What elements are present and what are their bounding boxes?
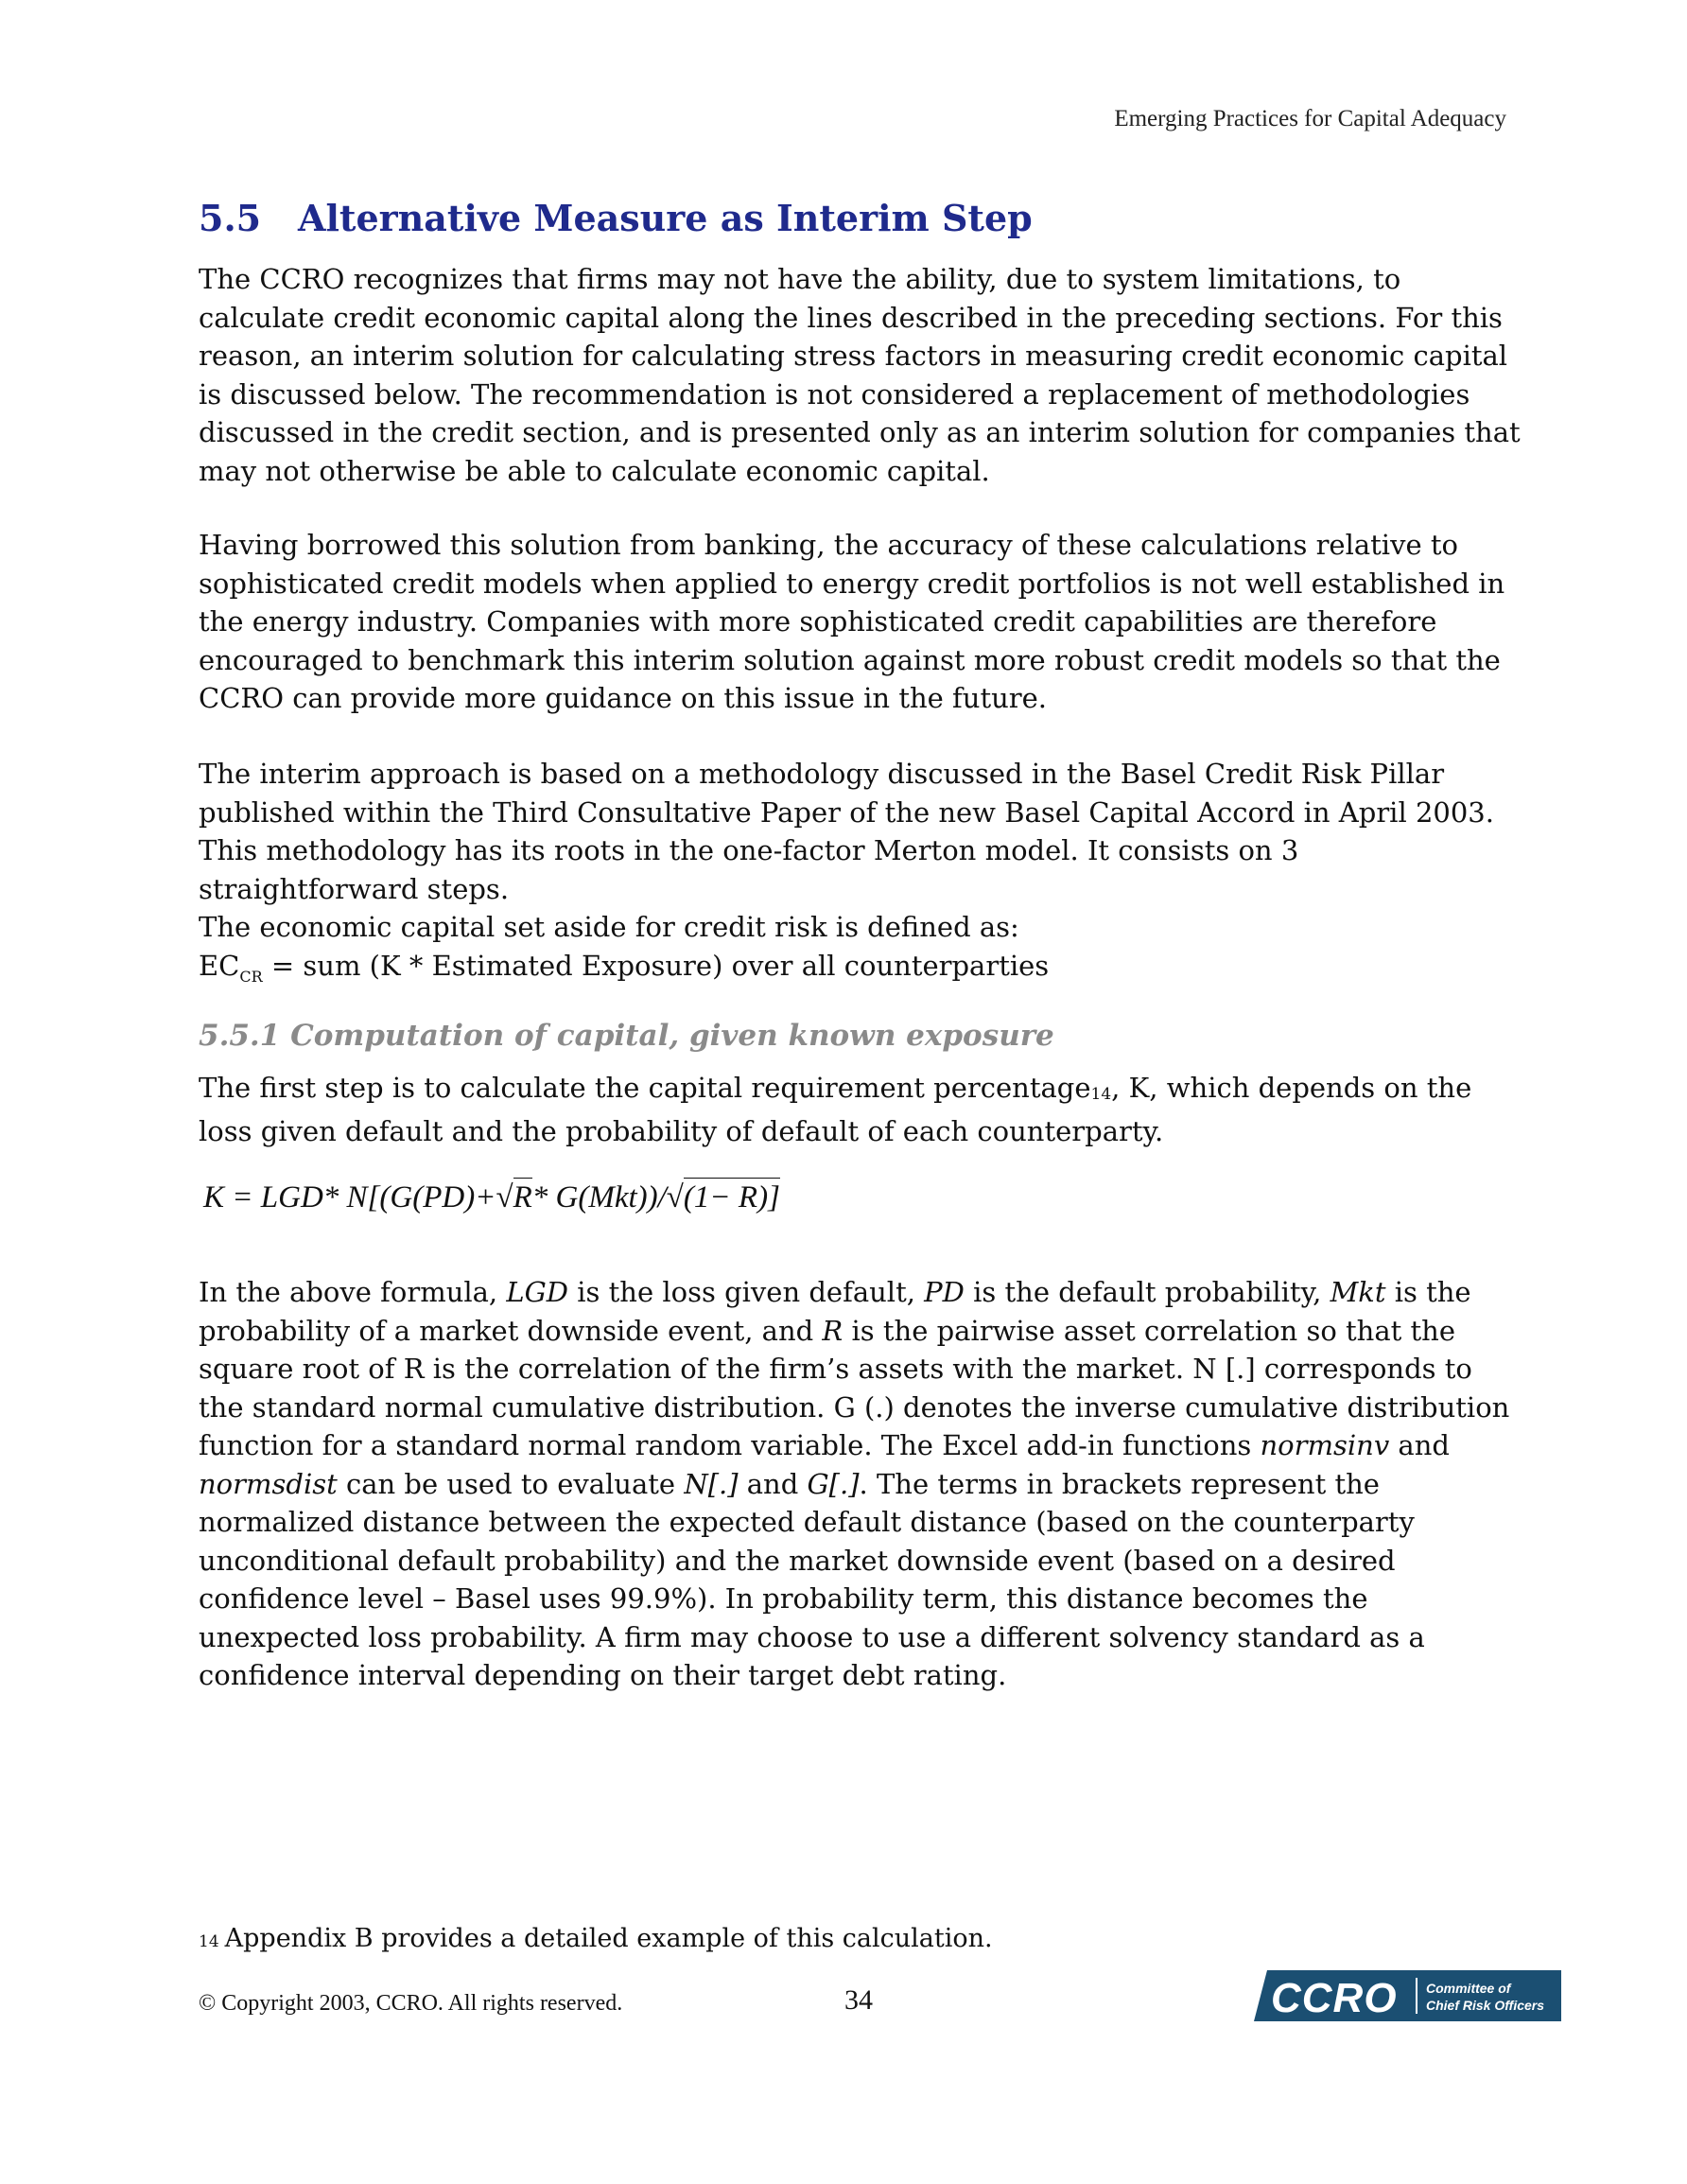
paragraph-banking [199,526,1522,718]
svg-text:CCRO: CCRO [1271,1975,1398,2021]
subsection-heading: 5.5.1 Computation of capital, given known exposure [199,1019,1054,1053]
paragraph-text: Having borrowed this solution from banking, the accuracy of these calculations relative to sophisticated credit models when applied to energy credit portfolios is not well established in the energy industry. Companies with more sophisticated credit capabilities are therefore encouraged to benchmark this interim solution against more robust credit models so that the CCRO can provide more guidance on this issue in the future. [199,529,1505,714]
formula-sqrt-r: R [513,1178,532,1214]
footnote-reference: 14 [1090,1085,1112,1104]
paragraph-text: In the above formula, LGD is the loss given default, PD is the default probability, Mkt is the probability of a market downside event, and R is the pairwise asset correlation so that the square root of R is the correlation of the firm’s assets with the market. N [.] corresponds to the standard normal cumulative distribution. G (.) denotes the inverse cumulative distribution function for a standard normal random variable. The Excel add-in functions normsinv and normsdist can be used to evaluate N[.] and G[.]. The terms in brackets represent the normalized distance between the expected default distance (based on the counterparty unconditional default probability) and the market downside event (based on a desired confidence level – Basel uses 99.9%). In probability term, this distance becomes the unexpected loss probability. A firm may choose to use a different solvency standard as a confidence interval depending on their target debt rating. [199,1276,1510,1691]
section-heading [199,197,1033,239]
sqrt-icon: √ [666,1180,684,1214]
svg-text:Committee of: Committee of [1426,1981,1511,1996]
section-title: Alternative Measure as Interim Step [298,197,1033,239]
paragraph-text: The first step is to calculate the capital requirement percentage14, K, which depends on the loss given default and the probability of default of each counterparty. [199,1072,1472,1147]
footnote [199,1924,993,1953]
ec-formula-text: = sum (K * Estimated Exposure) over all counterparties [262,949,1050,982]
footnote-text: Appendix B provides a detailed example of this calculation. [224,1924,993,1953]
term-g: G[.] [807,1467,860,1500]
paragraph-formula-explanation [199,1273,1522,1695]
term-pd: PD [924,1276,965,1308]
capital-formula [203,1180,780,1215]
term-normsinv: normsinv [1260,1429,1390,1461]
formula-left: K = LGD* N[(G(PD)+ [203,1180,496,1214]
formula-sqrt-inner: (1− R)] [684,1178,780,1214]
paragraph-text: The CCRO recognizes that firms may not have the ability, due to system limitations, to calculate credit economic capital along the lines described in the preceding sections. For this reason, an interim solution for calculating stress factors in measuring credit economic capital is discussed below. The recommendation is not considered a replacement of methodologies discussed in the credit section, and is presented only as an interim solution for companies that may not otherwise be able to calculate economic capital. [199,263,1521,487]
svg-text:Chief Risk Officers: Chief Risk Officers [1426,1998,1545,2013]
term-mkt: Mkt [1330,1276,1386,1308]
ec-definition-line2 [199,947,1522,996]
footnote-number: 14 [199,1932,219,1951]
section-number: 5.5 [199,197,262,239]
paragraph-basel [199,755,1522,908]
term-normsdist: normsdist [199,1467,338,1500]
term-lgd: LGD [506,1276,569,1308]
ec-symbol: EC [199,949,240,982]
formula-middle: * G(Mkt))/ [531,1180,667,1214]
ec-definition-line1: The economic capital set aside for credit risk is defined as: [199,911,1019,943]
ccro-logo [1254,1970,1561,2021]
paragraph-intro [199,260,1522,490]
copyright-notice: © Copyright 2003, CCRO. All rights reserved. [199,1991,623,2016]
ec-subscript: CR [239,967,263,986]
term-n: N[.] [684,1467,739,1500]
page-number: 34 [844,1984,873,2016]
paragraph-text: The interim approach is based on a methodology discussed in the Basel Credit Risk Pillar published within the Third Consultative Paper of the new Basel Capital Accord in April 2003. This methodology has its roots in the one-factor Merton model. It consists on 3 straightforward steps. [199,758,1494,905]
paragraph-first-step [199,1069,1522,1150]
sqrt-icon: √ [496,1180,513,1214]
running-header: Emerging Practices for Capital Adequacy [1114,106,1506,131]
term-r: R [822,1314,844,1347]
paragraph-ec-definition [199,908,1522,996]
